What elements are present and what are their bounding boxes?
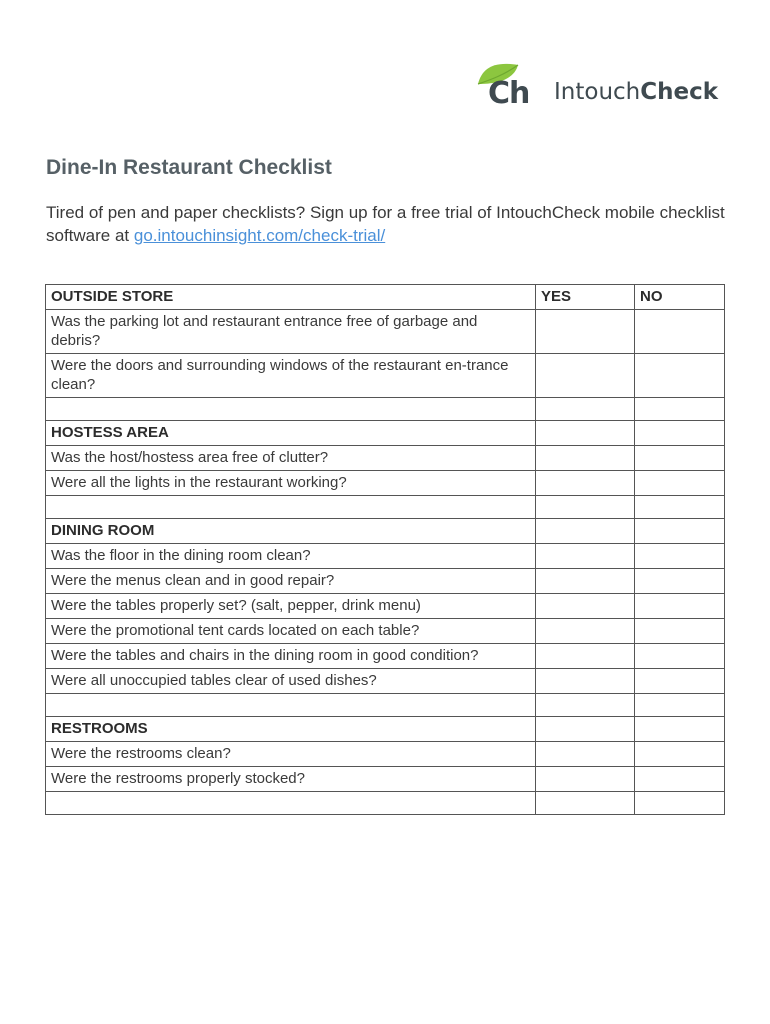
yes-cell[interactable] — [536, 446, 635, 471]
no-cell[interactable] — [635, 354, 725, 398]
logo-mark-text: Ch — [488, 76, 530, 111]
checklist-question: Were the tables and chairs in the dining room in good condition? — [46, 644, 536, 669]
yes-cell[interactable] — [536, 471, 635, 496]
yes-cell[interactable] — [536, 519, 635, 544]
yes-cell[interactable] — [536, 742, 635, 767]
checklist-item-row — [46, 644, 725, 669]
section-title: DINING ROOM — [46, 519, 536, 544]
yes-cell[interactable] — [536, 669, 635, 694]
intro-paragraph — [46, 201, 726, 247]
yes-cell[interactable] — [536, 619, 635, 644]
section-header-row — [46, 285, 725, 310]
empty-cell — [46, 496, 536, 519]
checklist-question: Was the parking lot and restaurant entrance free of garbage and debris? — [46, 310, 536, 354]
intouchcheck-logo — [474, 58, 724, 118]
section-header-row — [46, 717, 725, 742]
checklist-question: Were the menus clean and in good repair? — [46, 569, 536, 594]
yes-cell[interactable] — [536, 354, 635, 398]
checklist-item-row — [46, 669, 725, 694]
empty-cell[interactable] — [635, 496, 725, 519]
empty-cell — [46, 792, 536, 815]
checklist-question: Was the host/hostess area free of clutter? — [46, 446, 536, 471]
empty-cell — [46, 398, 536, 421]
checklist-question: Were the restrooms properly stocked? — [46, 767, 536, 792]
section-header-row — [46, 519, 725, 544]
no-cell[interactable] — [635, 767, 725, 792]
yes-cell[interactable] — [536, 594, 635, 619]
logo-word-bold: Check — [640, 79, 719, 105]
no-cell[interactable] — [635, 310, 725, 354]
yes-column-header: YES — [536, 285, 635, 310]
checklist-item-row — [46, 594, 725, 619]
checklist-question: Were the tables properly set? (salt, pepper, drink menu) — [46, 594, 536, 619]
checklist-item-row — [46, 742, 725, 767]
checklist-item-row — [46, 569, 725, 594]
checklist-question: Were the doors and surrounding windows of the restaurant en-trance clean? — [46, 354, 536, 398]
intro-text: Tired of pen and paper checklists? Sign up for a free trial of IntouchCheck mobile checklist software at — [46, 203, 725, 245]
checklist-item-row — [46, 619, 725, 644]
no-cell[interactable] — [635, 594, 725, 619]
yes-cell[interactable] — [536, 717, 635, 742]
trial-link[interactable]: go.intouchinsight.com/check-trial/ — [133, 226, 386, 245]
yes-cell[interactable] — [536, 310, 635, 354]
checklist-item-row — [46, 446, 725, 471]
checklist-question: Was the floor in the dining room clean? — [46, 544, 536, 569]
blank-row — [46, 496, 725, 519]
yes-cell[interactable] — [536, 544, 635, 569]
empty-cell[interactable] — [635, 792, 725, 815]
checklist-question: Were the promotional tent cards located on each table? — [46, 619, 536, 644]
blank-row — [46, 792, 725, 815]
checklist-item-row — [46, 544, 725, 569]
empty-cell[interactable] — [635, 398, 725, 421]
checklist-item-row — [46, 310, 725, 354]
empty-cell[interactable] — [536, 694, 635, 717]
no-cell[interactable] — [635, 519, 725, 544]
blank-row — [46, 694, 725, 717]
empty-cell[interactable] — [536, 792, 635, 815]
section-title: OUTSIDE STORE — [46, 285, 536, 310]
checklist-question: Were all the lights in the restaurant working? — [46, 471, 536, 496]
checklist-item-row — [46, 471, 725, 496]
checklist-item-row — [46, 767, 725, 792]
no-cell[interactable] — [635, 717, 725, 742]
no-cell[interactable] — [635, 742, 725, 767]
yes-cell[interactable] — [536, 767, 635, 792]
checklist-question: Were all unoccupied tables clear of used dishes? — [46, 669, 536, 694]
no-cell[interactable] — [635, 619, 725, 644]
yes-cell[interactable] — [536, 644, 635, 669]
logo-wordmark — [554, 79, 718, 105]
checklist-body — [46, 285, 725, 815]
empty-cell[interactable] — [536, 496, 635, 519]
page-title: Dine-In Restaurant Checklist — [46, 156, 332, 179]
no-cell[interactable] — [635, 446, 725, 471]
no-column-header: NO — [635, 285, 725, 310]
no-cell[interactable] — [635, 644, 725, 669]
no-cell[interactable] — [635, 669, 725, 694]
yes-cell[interactable] — [536, 421, 635, 446]
no-cell[interactable] — [635, 421, 725, 446]
section-title: HOSTESS AREA — [46, 421, 536, 446]
checklist-question: Were the restrooms clean? — [46, 742, 536, 767]
empty-cell — [46, 694, 536, 717]
blank-row — [46, 398, 725, 421]
logo-word-regular: Intouch — [554, 79, 641, 105]
checklist-table — [45, 284, 725, 815]
no-cell[interactable] — [635, 471, 725, 496]
checklist-item-row — [46, 354, 725, 398]
no-cell[interactable] — [635, 544, 725, 569]
empty-cell[interactable] — [536, 398, 635, 421]
section-header-row — [46, 421, 725, 446]
no-cell[interactable] — [635, 569, 725, 594]
yes-cell[interactable] — [536, 569, 635, 594]
section-title: RESTROOMS — [46, 717, 536, 742]
empty-cell[interactable] — [635, 694, 725, 717]
